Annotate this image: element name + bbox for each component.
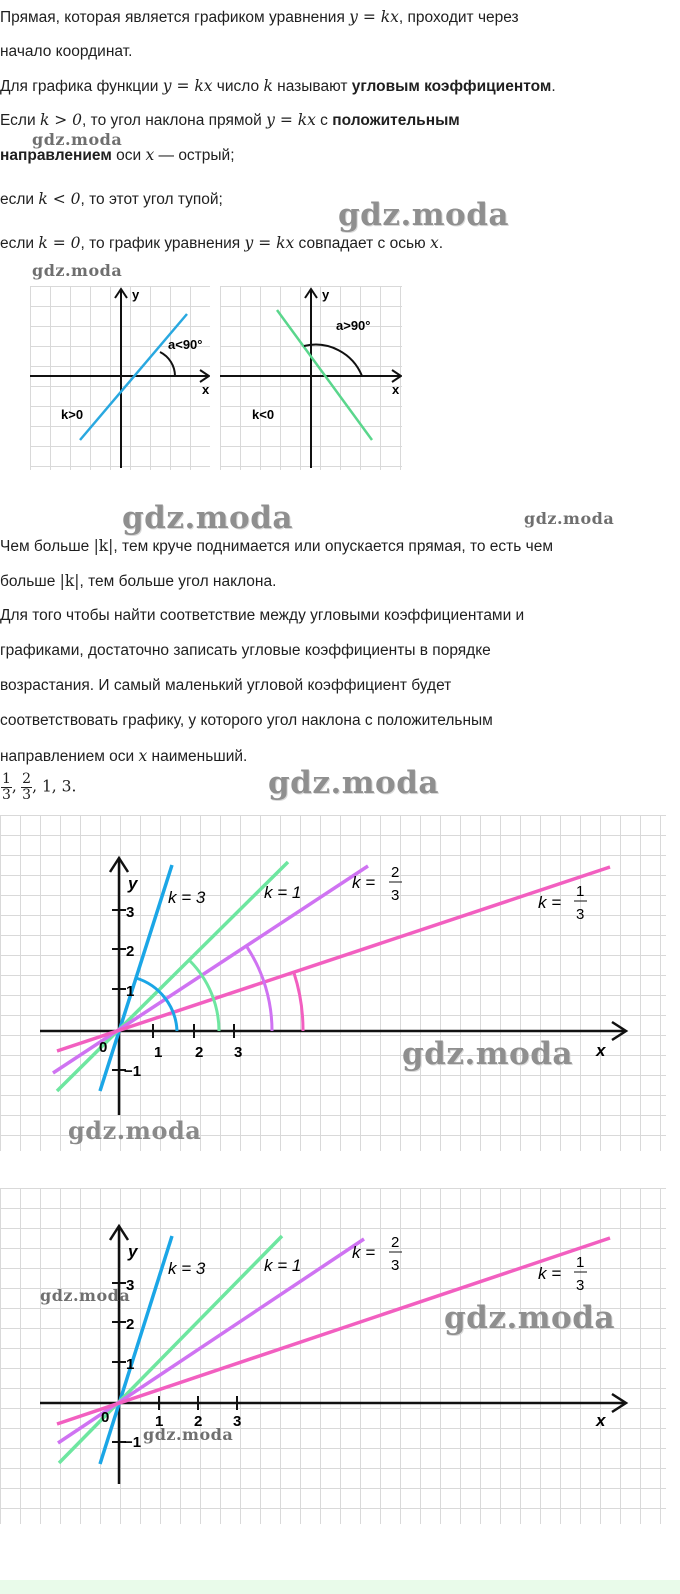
- graph-slopes-with-arcs-drawing: [0, 815, 666, 1151]
- text: , то угол наклона прямой: [82, 112, 267, 129]
- origin-label: 0: [99, 1039, 108, 1056]
- watermark: gdz.moda: [68, 1116, 202, 1145]
- text: наименьший.: [147, 748, 248, 765]
- x-axis-label: x: [596, 1411, 606, 1430]
- y-tick-label: 1: [126, 983, 135, 1000]
- paragraph-line: [0, 8, 519, 27]
- label-k-1-3-den: 3: [576, 906, 585, 923]
- math-variable: x: [138, 747, 148, 765]
- label-k-2-3: k =: [352, 1243, 376, 1262]
- y-tick-label: 2: [126, 1316, 135, 1333]
- paragraph-line: графиками, достаточно записать угловые коэффициенты в порядке: [0, 642, 491, 659]
- y-tick-label: 3: [126, 904, 135, 921]
- graph-left-drawing: [30, 286, 210, 470]
- paragraph-line: [0, 190, 223, 209]
- math-equation: k = 0: [38, 234, 81, 252]
- text: совпадает с осью: [294, 235, 430, 252]
- y-axis-label: y: [132, 287, 140, 302]
- graph-right-drawing: [220, 286, 402, 470]
- math-abs: |k|: [59, 572, 80, 590]
- watermark: gdz.moda: [32, 261, 123, 280]
- text: называют: [272, 78, 352, 95]
- angle-label: a>90°: [336, 318, 371, 333]
- angle-arc: [160, 352, 175, 376]
- paragraph-line: Для того чтобы найти соответствие между угловыми коэффициентами и: [0, 607, 525, 624]
- x-axis-label: x: [596, 1041, 606, 1060]
- fraction: [1, 772, 12, 803]
- watermark: gdz.moda: [122, 500, 293, 536]
- numerator: 1: [2, 771, 11, 787]
- x-tick-label: 3: [234, 1044, 243, 1061]
- answer-rest: , 1, 3.: [32, 777, 77, 796]
- x-tick-label: 2: [195, 1044, 204, 1061]
- x-tick-label: 1: [154, 1044, 163, 1061]
- paragraph-line: [0, 537, 553, 556]
- angle-arc-k-2-3: [247, 947, 272, 1031]
- y-tick-label: −1: [124, 1063, 142, 1080]
- label-k-2-3-num: 2: [391, 864, 400, 881]
- math-variable: k: [263, 77, 273, 95]
- text: больше: [0, 573, 60, 590]
- paragraph-line: [0, 111, 460, 130]
- text: Чем больше: [0, 538, 94, 555]
- watermark: gdz.moda: [402, 1036, 573, 1072]
- graph-slopes-drawing: [0, 1188, 666, 1524]
- k-label: k<0: [252, 407, 275, 422]
- paragraph-line: [0, 572, 276, 591]
- text: , то этот угол тупой;: [80, 191, 223, 208]
- y-tick-label: 3: [126, 1277, 135, 1294]
- label-k-1-3: k =: [538, 1264, 562, 1283]
- label-k-3: k = 3: [168, 888, 206, 907]
- watermark: gdz.moda: [143, 1425, 234, 1444]
- label-k-1: k = 1: [264, 883, 302, 902]
- denominator: 3: [2, 787, 11, 803]
- bold-term: направлением: [0, 147, 112, 164]
- paragraph-line: [0, 43, 132, 61]
- label-k-1-3-num: 1: [576, 883, 585, 900]
- bold-term: положительным: [332, 112, 460, 129]
- text: .: [551, 78, 556, 95]
- paragraph-line: соответствовать графику, у которого угол наклона с положительным: [0, 712, 493, 729]
- watermark: gdz.moda: [524, 509, 615, 528]
- text: , тем больше угол наклона.: [79, 573, 277, 590]
- text: , то график уравнения: [80, 235, 245, 252]
- text: направлением оси: [0, 748, 139, 765]
- x-tick-label: 2: [194, 1413, 203, 1430]
- text: оси: [111, 147, 146, 164]
- paragraph-line: [0, 747, 247, 766]
- label-k-2-3-den: 3: [391, 1257, 400, 1274]
- origin-label: 0: [101, 1409, 110, 1426]
- watermark: gdz.moda: [338, 197, 509, 233]
- y-tick-label: 1: [126, 1356, 135, 1373]
- y-axis-label: y: [128, 1242, 138, 1261]
- math-equation: y = kx: [266, 111, 316, 129]
- text: , проходит через: [398, 9, 519, 26]
- math-equation: y = kx: [349, 8, 399, 26]
- label-k-1-3-den: 3: [576, 1277, 585, 1294]
- paragraph-line: возрастания. И самый маленький угловой коэффициент будет: [0, 677, 452, 694]
- label-k-1-3-num: 1: [576, 1254, 585, 1271]
- math-variable: x: [145, 146, 155, 164]
- math-equation: k < 0: [38, 190, 81, 208]
- text: Если: [0, 112, 40, 129]
- text: с: [315, 112, 333, 129]
- label-k-1-3: k =: [538, 893, 562, 912]
- math-equation: y = kx: [244, 234, 295, 252]
- watermark: gdz.moda: [40, 1286, 131, 1305]
- denominator: 3: [22, 787, 32, 803]
- y-axis-label: y: [322, 287, 330, 302]
- label-k-1: k = 1: [264, 1256, 302, 1275]
- math-abs: |k|: [93, 537, 114, 555]
- y-tick-label: 2: [126, 943, 135, 960]
- watermark: gdz.moda: [32, 130, 123, 149]
- angle-arc-k-1-3: [294, 973, 303, 1031]
- fraction: [21, 772, 32, 803]
- watermark: gdz.moda: [444, 1300, 615, 1336]
- paragraph-line: [0, 77, 556, 96]
- text: , тем круче поднимается или опускается прямая, то есть чем: [113, 538, 553, 555]
- text: — острый;: [154, 147, 235, 164]
- y-axis-label: y: [128, 874, 138, 893]
- label-k-3: k = 3: [168, 1259, 206, 1278]
- label-k-2-3-num: 2: [391, 1234, 400, 1251]
- x-tick-label: 1: [155, 1413, 164, 1430]
- math-variable: x: [429, 234, 439, 252]
- text: если: [0, 191, 39, 208]
- bottom-bar: [0, 1580, 680, 1594]
- math-equation: k > 0: [39, 111, 83, 129]
- math-equation: y = kx: [162, 77, 213, 95]
- k-label: k>0: [61, 407, 84, 422]
- x-axis-label: x: [392, 382, 400, 397]
- angle-label: a<90°: [168, 337, 203, 352]
- text: Для графика функции: [0, 78, 163, 95]
- text: начало координат.: [0, 43, 133, 60]
- answer-line: [1, 772, 76, 803]
- text: число: [212, 78, 264, 95]
- text: Прямая, которая является графиком уравнения: [0, 9, 350, 26]
- x-axis-label: x: [202, 382, 210, 397]
- label-k-2-3-den: 3: [391, 887, 400, 904]
- x-tick-label: 3: [233, 1413, 242, 1430]
- text: если: [0, 235, 39, 252]
- line-k-1-3: [57, 867, 610, 1051]
- bold-term: угловым коэффициентом: [351, 78, 552, 95]
- y-tick-label: −1: [124, 1434, 142, 1451]
- label-k-2-3: k =: [352, 873, 376, 892]
- paragraph-line: [0, 234, 443, 253]
- text: .: [438, 235, 444, 252]
- numerator: 2: [22, 771, 32, 787]
- watermark: gdz.moda: [268, 765, 439, 801]
- separator: ,: [11, 777, 17, 796]
- paragraph-line: [0, 146, 235, 165]
